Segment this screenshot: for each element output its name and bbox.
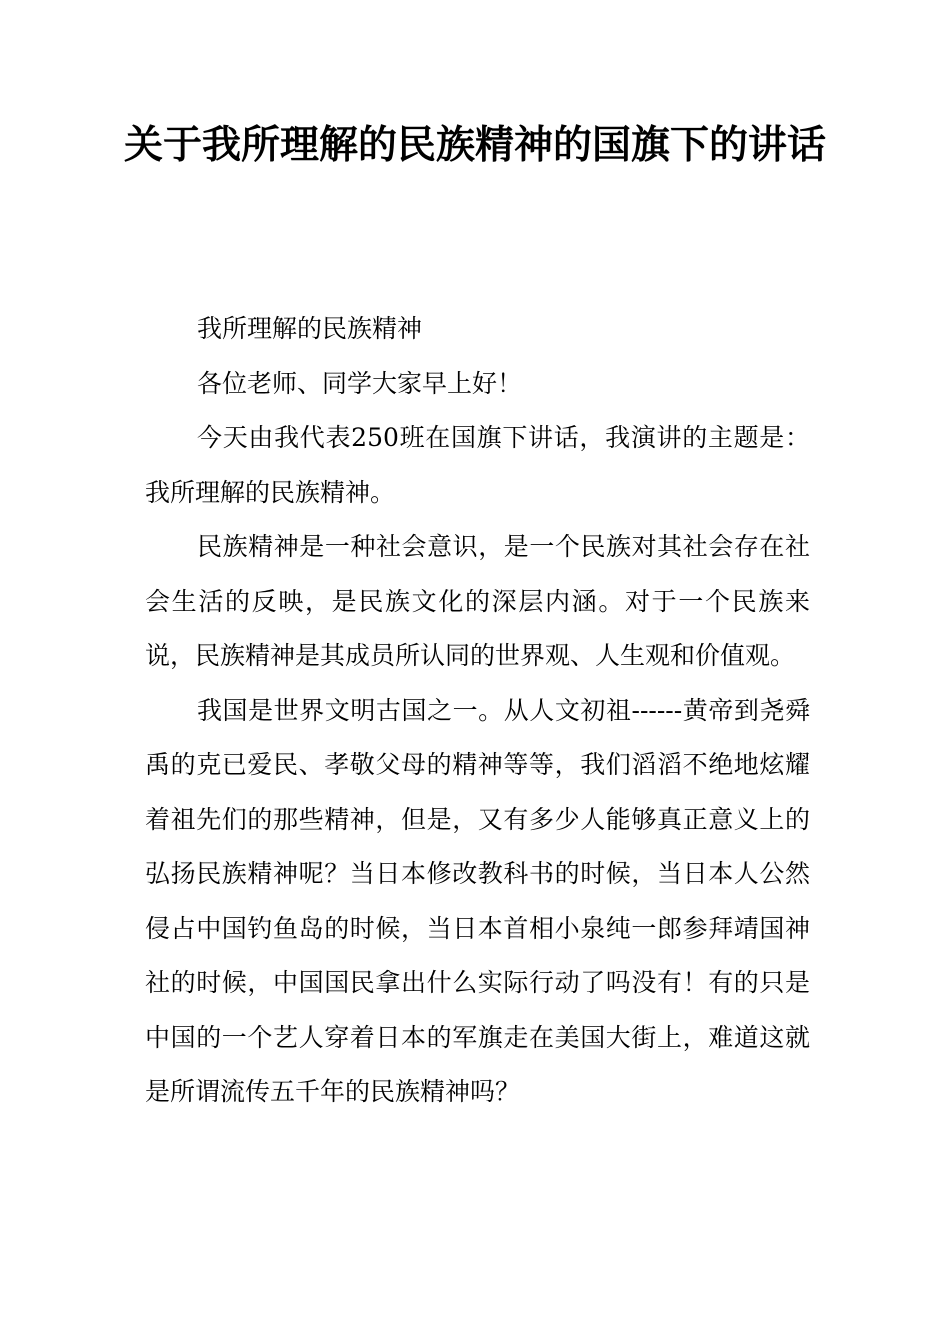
- paragraph-definition: 民族精神是一种社会意识，是一个民族对其社会存在社会生活的反映，是民族文化的深层内涵。对于一个民族来说，民族精神是其成员所认同的世界观、人生观和价值观。: [145, 532, 810, 670]
- paragraph-intro: 今天由我代表250班在国旗下讲话，我演讲的主题是：我所理解的民族精神。: [145, 423, 810, 507]
- document-title: 关于我所理解的民族精神的国旗下的讲话: [123, 123, 826, 168]
- paragraph-greeting: 各位老师、同学大家早上好！: [197, 368, 523, 398]
- paragraph-history: 我国是世界文明古国之一。从人文初祖------黄帝到尧舜禹的克已爱民、孝敬父母的精神等等，我们滔滔不绝地炫耀着祖先们的那些精神，但是，又有多少人能够真正意义上的弘扬民族精神呢？当日本修改教科书的时候，当日本人公然侵占中国钓鱼岛的时候，当日本首相小泉纯一郎参拜靖国神社的时候，中国国民拿出什么实际行动了吗没有！有的只是中国的一个艺人穿着日本的军旗走在美国大街上，难道这就是所谓流传五千年的民族精神吗？: [145, 695, 810, 1106]
- paragraph-subtitle: 我所理解的民族精神: [197, 314, 423, 343]
- document-body: [145, 302, 810, 1120]
